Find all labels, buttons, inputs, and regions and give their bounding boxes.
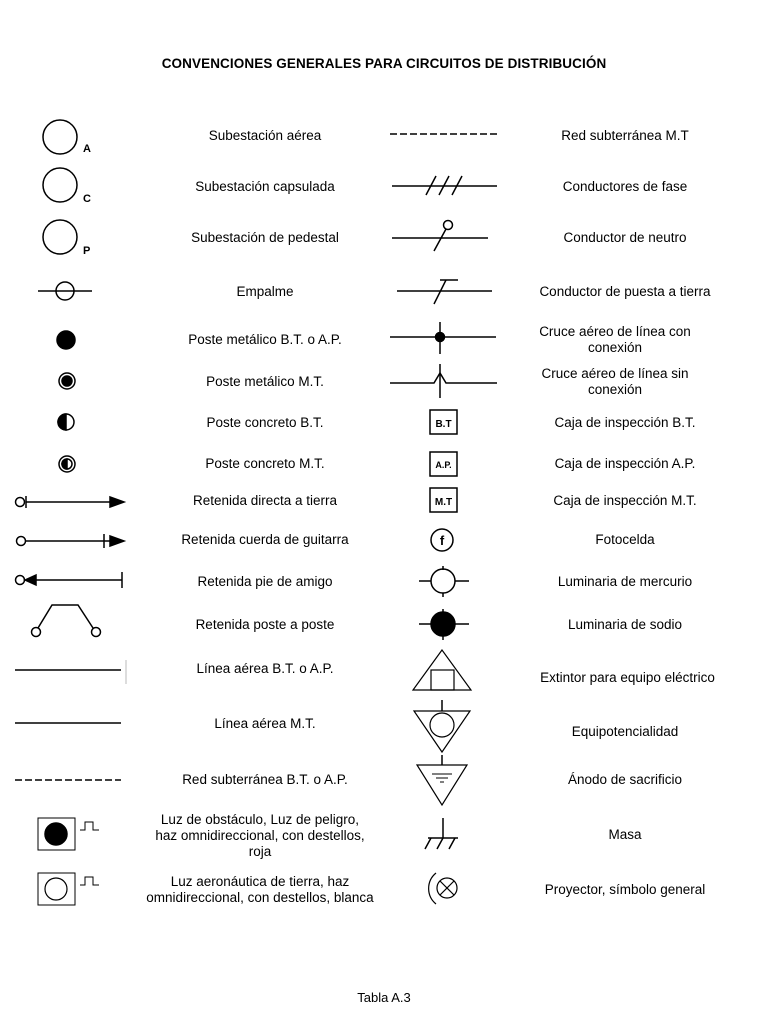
- label-caja-bt: Caja de inspección B.T.: [554, 415, 696, 430]
- label-subestacion-capsulada: Subestación capsulada: [195, 179, 335, 194]
- label-poste-metalico-bt: Poste metálico B.T. o A.P.: [188, 332, 342, 347]
- box-text-ap: A.P.: [435, 460, 452, 470]
- ground-conductor-icon: [397, 280, 492, 304]
- label-masa: Masa: [608, 827, 642, 842]
- inspection-box-mv-icon: [430, 488, 457, 512]
- label-luz-aeronautica: Luz aeronáutica de tierra, haz omnidireccional, con destellos, blanca: [146, 874, 374, 905]
- label-luminaria-sodio: Luminaria de sodio: [567, 617, 683, 632]
- label-conductor-tierra: Conductor de puesta a tierra: [539, 284, 711, 299]
- label-cruce-con-conexion: Cruce aéreo de línea con conexión: [539, 324, 691, 355]
- label-equipotencialidad: Equipotencialidad: [571, 724, 679, 739]
- sacrificial-anode-icon: [417, 755, 467, 805]
- label-caja-ap: Caja de inspección A.P.: [554, 456, 696, 471]
- chassis-ground-icon: [425, 818, 458, 849]
- label-luminaria-mercurio: Luminaria de mercurio: [557, 574, 693, 589]
- label-caja-mt: Caja de inspección M.T.: [553, 493, 697, 508]
- crossing-unconnected-icon: [390, 364, 497, 398]
- label-poste-metalico-mt: Poste metálico M.T.: [206, 374, 324, 389]
- projector-icon: [429, 873, 457, 904]
- table-caption: Tabla A.3: [357, 990, 411, 1005]
- crossing-connected-icon: [390, 322, 496, 354]
- label-fotocelda: Fotocelda: [595, 532, 655, 547]
- substation-letter-c: C: [83, 193, 91, 205]
- label-red-subterranea-bt: Red subterránea B.T. o A.P.: [182, 772, 348, 787]
- label-empalme: Empalme: [236, 284, 294, 299]
- label-poste-concreto-mt: Poste concreto M.T.: [205, 456, 325, 471]
- inspection-box-lv-icon: [430, 410, 457, 434]
- label-subestacion-aerea: Subestación aérea: [208, 128, 322, 143]
- label-luz-obstaculo: Luz de obstáculo, Luz de peligro, haz omnidireccional, con destellos, roja: [155, 812, 365, 859]
- substation-letter-p: P: [83, 245, 91, 257]
- label-conductor-neutro: Conductor de neutro: [563, 230, 687, 245]
- label-conductores-fase: Conductores de fase: [562, 179, 688, 194]
- label-cruce-sin-conexion: Cruce aéreo de línea sin conexión: [541, 366, 689, 397]
- page-title: CONVENCIONES GENERALES PARA CIRCUITOS DE DISTRIBUCIÓN: [161, 56, 607, 71]
- label-linea-aerea-bt: Línea aérea B.T. o A.P.: [196, 661, 334, 676]
- photocell-icon: [431, 529, 453, 551]
- label-extintor: Extintor para equipo eléctrico: [540, 670, 715, 685]
- mercury-luminaire-icon: [419, 566, 469, 597]
- label-retenida-guitarra: Retenida cuerda de guitarra: [181, 532, 349, 547]
- label-proyector: Proyector, símbolo general: [544, 882, 706, 897]
- substation-letter-a: A: [83, 143, 91, 155]
- label-red-subterranea-mt: Red subterránea M.T: [561, 128, 689, 143]
- equipotential-icon: [414, 700, 470, 752]
- neutral-conductor-icon: [392, 221, 488, 252]
- box-text-mt: M.T: [434, 497, 453, 508]
- label-retenida-directa: Retenida directa a tierra: [192, 493, 338, 508]
- sodium-luminaire-icon: [419, 609, 469, 640]
- phase-conductors-icon: [392, 176, 497, 195]
- inspection-box-ap-icon: [430, 452, 457, 476]
- extinguisher-icon: [413, 650, 471, 690]
- label-subestacion-pedestal: Subestación de pedestal: [191, 230, 339, 245]
- label-linea-aerea-mt: Línea aérea M.T.: [214, 716, 316, 731]
- label-anodo-sacrificio: Ánodo de sacrificio: [567, 772, 683, 787]
- box-text-bt: B.T: [435, 419, 452, 430]
- photocell-glyph: f: [439, 533, 445, 548]
- label-retenida-pie-amigo: Retenida pie de amigo: [197, 574, 333, 589]
- label-poste-concreto-bt: Poste concreto B.T.: [206, 415, 324, 430]
- label-retenida-poste-poste: Retenida poste a poste: [195, 617, 335, 632]
